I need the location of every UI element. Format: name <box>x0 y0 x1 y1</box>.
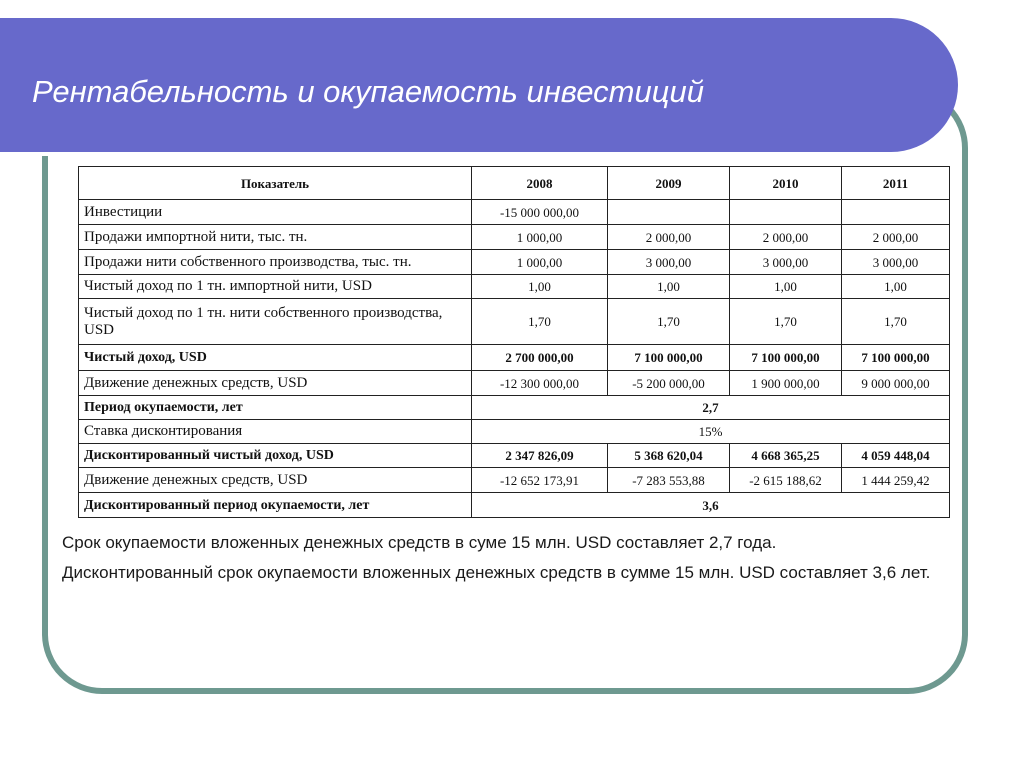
cell-value: 2 000,00 <box>842 225 950 250</box>
cell-value: 5 368 620,04 <box>608 444 730 468</box>
table-row <box>79 493 950 518</box>
cell-value: 1,00 <box>472 275 608 299</box>
cell-value: 7 100 000,00 <box>730 345 842 371</box>
cell-value: 1 900 000,00 <box>730 371 842 396</box>
cell-value: 7 100 000,00 <box>842 345 950 371</box>
row-label: Продажи импортной нити, тыс. тн. <box>79 225 472 250</box>
header-year: 2009 <box>608 167 730 200</box>
row-label: Дисконтированный чистый доход, USD <box>79 444 472 468</box>
row-label: Движение денежных средств, USD <box>79 468 472 493</box>
cell-value: 1,00 <box>730 275 842 299</box>
cell-value: 7 100 000,00 <box>608 345 730 371</box>
cell-value: 1,70 <box>472 299 608 345</box>
cell-value: -2 615 188,62 <box>730 468 842 493</box>
table-row <box>79 468 950 493</box>
table-row <box>79 275 950 299</box>
row-label: Дисконтированный период окупаемости, лет <box>79 493 472 518</box>
cell-value: -12 300 000,00 <box>472 371 608 396</box>
header-year: 2011 <box>842 167 950 200</box>
slide-title: Рентабельность и окупаемость инвестиций <box>32 74 704 109</box>
cell-value: 1,00 <box>608 275 730 299</box>
table-row <box>79 225 950 250</box>
table-row <box>79 299 950 345</box>
row-label: Период окупаемости, лет <box>79 396 472 420</box>
row-label: Чистый доход по 1 тн. импортной нити, USD <box>79 275 472 299</box>
cell-value: -12 652 173,91 <box>472 468 608 493</box>
table-header-row <box>79 167 950 200</box>
cell-value: -15 000 000,00 <box>472 200 608 225</box>
table-row <box>79 250 950 275</box>
investment-table <box>78 166 950 518</box>
cell-value: 4 668 365,25 <box>730 444 842 468</box>
table-row <box>79 371 950 396</box>
merged-value: 2,7 <box>472 396 950 420</box>
row-label: Движение денежных средств, USD <box>79 371 472 396</box>
cell-value: 2 700 000,00 <box>472 345 608 371</box>
cell-value: 1 000,00 <box>472 250 608 275</box>
table-row <box>79 396 950 420</box>
summary-line: Срок окупаемости вложенных денежных средств в суме 15 млн. USD составляет 2,7 года. <box>62 533 777 552</box>
cell-value: 1,70 <box>730 299 842 345</box>
cell-value: -7 283 553,88 <box>608 468 730 493</box>
cell-value: 4 059 448,04 <box>842 444 950 468</box>
cell-value: 1 000,00 <box>472 225 608 250</box>
row-label: Продажи нити собственного производства, тыс. тн. <box>79 250 472 275</box>
cell-value <box>608 200 730 225</box>
merged-value: 15% <box>472 420 950 444</box>
cell-value: 3 000,00 <box>608 250 730 275</box>
table-row <box>79 200 950 225</box>
row-label: Чистый доход, USD <box>79 345 472 371</box>
row-label: Ставка дисконтирования <box>79 420 472 444</box>
cell-value: 1,70 <box>842 299 950 345</box>
cell-value: 9 000 000,00 <box>842 371 950 396</box>
cell-value: 1,00 <box>842 275 950 299</box>
table-row <box>79 345 950 371</box>
cell-value: 2 000,00 <box>608 225 730 250</box>
cell-value <box>730 200 842 225</box>
summary-text <box>62 528 960 588</box>
cell-value: -5 200 000,00 <box>608 371 730 396</box>
header-indicator: Показатель <box>79 167 472 200</box>
row-label: Инвестиции <box>79 200 472 225</box>
cell-value: 1 444 259,42 <box>842 468 950 493</box>
merged-value: 3,6 <box>472 493 950 518</box>
table-row <box>79 444 950 468</box>
summary-line: Дисконтированный срок окупаемости вложенных денежных средств в сумме 15 млн. USD составляет 3,6 лет. <box>62 563 931 582</box>
cell-value: 3 000,00 <box>730 250 842 275</box>
cell-value: 2 347 826,09 <box>472 444 608 468</box>
cell-value <box>842 200 950 225</box>
title-underline <box>0 152 905 156</box>
table-row <box>79 420 950 444</box>
cell-value: 1,70 <box>608 299 730 345</box>
title-banner <box>0 18 958 152</box>
header-year: 2008 <box>472 167 608 200</box>
header-year: 2010 <box>730 167 842 200</box>
cell-value: 2 000,00 <box>730 225 842 250</box>
row-label: Чистый доход по 1 тн. нити собственного производства, USD <box>79 299 472 345</box>
cell-value: 3 000,00 <box>842 250 950 275</box>
